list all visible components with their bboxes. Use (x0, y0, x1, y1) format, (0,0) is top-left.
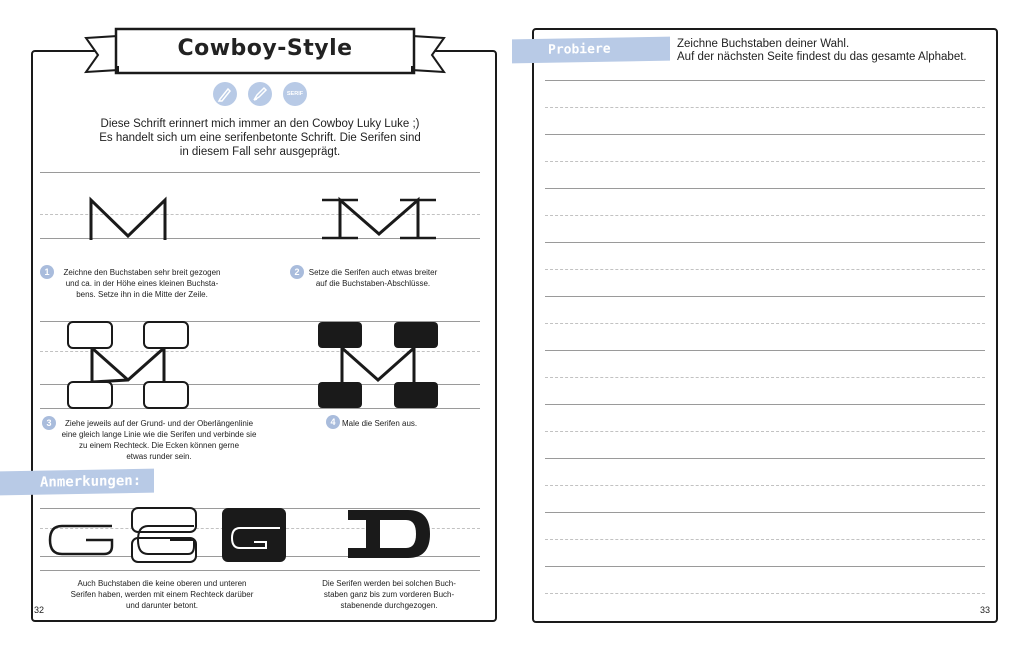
letter-m-step1 (86, 196, 172, 242)
intro-line: in diesem Fall sehr ausgeprägt. (179, 146, 341, 158)
intro-line: Diese Schrift erinnert mich immer an den Cowboy Luky Luke ;) (100, 118, 420, 130)
letter-m-step2 (318, 196, 440, 242)
practice-line (545, 566, 985, 567)
note-2-text: Die Serifen werden bei solchen Buch- staben ganz bis zum vorderen Buch- stabenende durchgezogen. (322, 579, 456, 610)
practice-line (545, 269, 985, 270)
step-1-text: Zeichne den Buchstaben sehr breit gezogen und ca. in der Höhe eines kleinen Buchsta- bens. Setze ihn in die Mitte der Zeile. (63, 268, 221, 299)
practice-line (545, 458, 985, 459)
letter-m-step4 (314, 318, 442, 412)
instruction-line: Auf der nächsten Seite findest du das gesamte Alphabet. (677, 51, 967, 63)
note-1-text: Auch Buchstaben die keine oberen und unteren Serifen haben, werden mit einem Rechteck darüber und darunter betont. (70, 579, 254, 610)
page-number-right: 33 (980, 605, 991, 615)
letter-m-step3 (64, 318, 192, 412)
page-number-left: 32 (34, 605, 45, 615)
step-number: 2 (290, 265, 304, 279)
step-number: 4 (326, 415, 340, 429)
practice-line (545, 134, 985, 135)
step-number: 1 (40, 265, 54, 279)
practice-line (545, 431, 985, 432)
serif-badge-icon: SERIF (283, 82, 307, 106)
letter-g-examples (44, 504, 294, 564)
try-yourself-tag: Probiere selbst: (512, 37, 670, 64)
practice-line (545, 512, 985, 513)
step-3-text: Ziehe jeweils auf der Grund- und der Oberlängenlinie eine gleich lange Linie wie die Serifen und verbinde sie zu einem Rechteck. Die Ecken können gerne etwas runder sein. (61, 419, 257, 461)
intro-text (80, 117, 440, 159)
practice-line (545, 539, 985, 540)
practice-line (545, 485, 985, 486)
step-number: 3 (42, 416, 56, 430)
practice-line (545, 188, 985, 189)
practice-line (545, 161, 985, 162)
letter-d-example (344, 506, 436, 562)
practice-line (545, 107, 985, 108)
practice-line (545, 404, 985, 405)
practice-line (545, 593, 985, 594)
instruction-line: Zeichne Buchstaben deiner Wahl. (677, 38, 850, 50)
right-page (532, 28, 998, 623)
practice-line (545, 80, 985, 81)
instructions (677, 38, 967, 64)
practice-line (545, 242, 985, 243)
brush-pen-icon (248, 82, 272, 106)
practice-line (545, 377, 985, 378)
step-2-text: Setze die Serifen auch etwas breiter auf die Buchstaben-Abschlüsse. (308, 268, 438, 288)
practice-line (545, 215, 985, 216)
notes-label: Anmerkungen: (0, 469, 154, 496)
practice-line (545, 350, 985, 351)
practice-line (545, 323, 985, 324)
practice-line (545, 296, 985, 297)
pencil-icon (213, 82, 237, 106)
page-title: Cowboy-Style (177, 36, 353, 61)
step-4-text: Male die Serifen aus. (342, 419, 418, 428)
intro-line: Es handelt sich um eine serifenbetonte Schrift. Die Serifen sind (99, 132, 421, 144)
